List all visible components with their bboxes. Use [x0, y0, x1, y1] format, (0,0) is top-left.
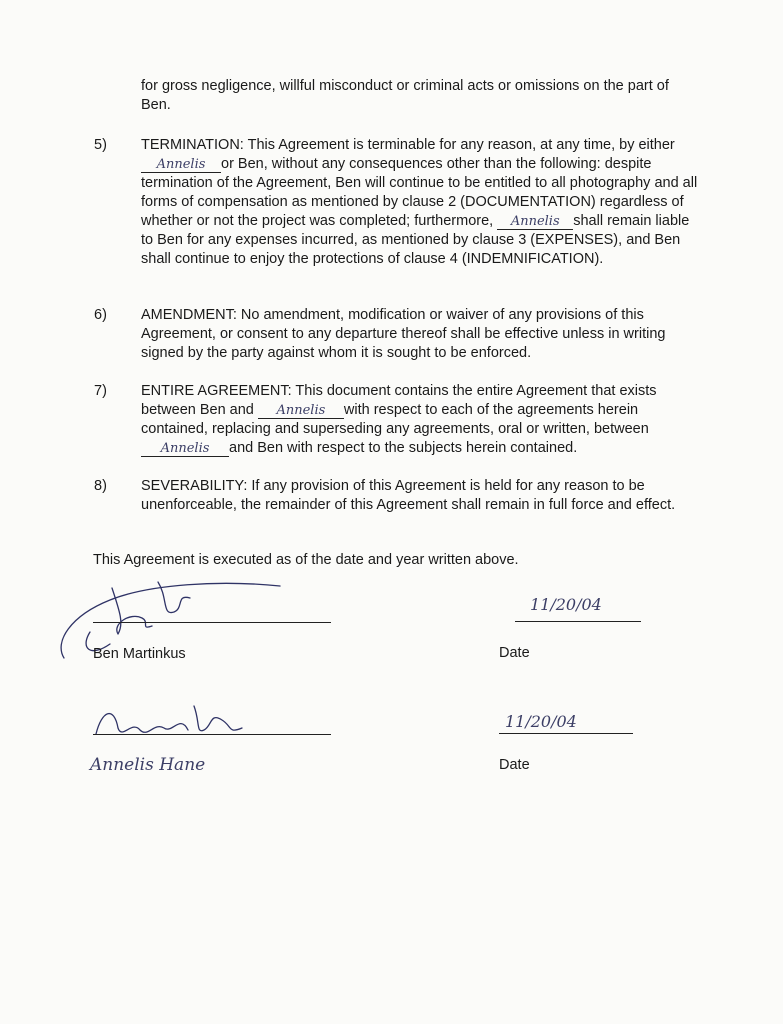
clause-7-text-part3: and Ben with respect to the subjects herein contained. — [229, 440, 578, 456]
clause-8-number: 8) — [94, 478, 107, 494]
annelis-date-line — [499, 733, 633, 734]
clause-7-entire-agreement — [141, 382, 701, 458]
ben-date-label: Date — [499, 645, 530, 661]
annelis-signature-scribble — [92, 700, 252, 745]
clause-7-fill-2: Annelis — [160, 441, 210, 456]
clause-7-fill-1: Annelis — [276, 403, 326, 418]
annelis-date-label: Date — [499, 757, 530, 773]
clause-7-fill-line-2 — [141, 441, 229, 457]
annelis-date-value: 11/20/04 — [505, 712, 577, 731]
clause-5-fill-line-2 — [497, 214, 573, 230]
clause-5-fill-line-1 — [141, 157, 221, 173]
clause-5-text-part2: or Ben, without any consequences other than the following: despite termination of the Agreement, Ben will continue to be entitled to all photography and all forms of compensation as mentioned by clause 2 (DOCUMENTATION) regardless of whether or not the project was completed; furthermore, — [141, 156, 698, 229]
annelis-printed-name: Annelis Hane — [90, 755, 206, 775]
clause-7-text-part1: ENTIRE AGREEMENT: This document contains the entire Agreement that exists between Ben and — [141, 383, 657, 418]
clause-5-number: 5) — [94, 137, 107, 153]
ben-date-value: 11/20/04 — [530, 595, 602, 614]
clause-5-termination — [141, 136, 701, 269]
intro-continuation: for gross negligence, willful misconduct or criminal acts or omissions on the part of Ben. — [141, 78, 669, 113]
clause-6-number: 6) — [94, 307, 107, 323]
execution-statement: This Agreement is executed as of the date and year written above. — [93, 552, 519, 568]
ben-signature-line — [93, 622, 331, 623]
clause-5-text-part1: TERMINATION: This Agreement is terminable for any reason, at any time, by either — [141, 137, 675, 153]
clause-7-fill-line-1 — [258, 403, 344, 419]
clause-8-severability: SEVERABILITY: If any provision of this Agreement is held for any reason to be unenforceable, the remainder of this Agreement shall remain in full force and effect. — [141, 478, 676, 513]
clause-5-fill-2: Annelis — [510, 214, 560, 229]
ben-signature-scribble — [50, 572, 330, 667]
clause-6-amendment: AMENDMENT: No amendment, modification or waiver of any provisions of this Agreement, or consent to any departure thereof shall be effective unless in writing signed by the party against whom it is sought to be enforced. — [141, 307, 666, 361]
clause-7-text-part2: with respect to each of the agreements herein contained, replacing and superseding any agreements, oral or written, between — [141, 402, 649, 437]
ben-signer-name: Ben Martinkus — [93, 646, 186, 662]
ben-date-line — [515, 621, 641, 622]
clause-5-text-part3: shall remain liable to Ben for any expenses incurred, as mentioned by clause 3 (EXPENSES), and Ben shall continue to enjoy the protections of clause 4 (INDEMNIFICATION). — [141, 213, 690, 267]
clause-7-number: 7) — [94, 383, 107, 399]
clause-5-fill-1: Annelis — [156, 157, 206, 172]
annelis-signature-line — [93, 734, 331, 735]
